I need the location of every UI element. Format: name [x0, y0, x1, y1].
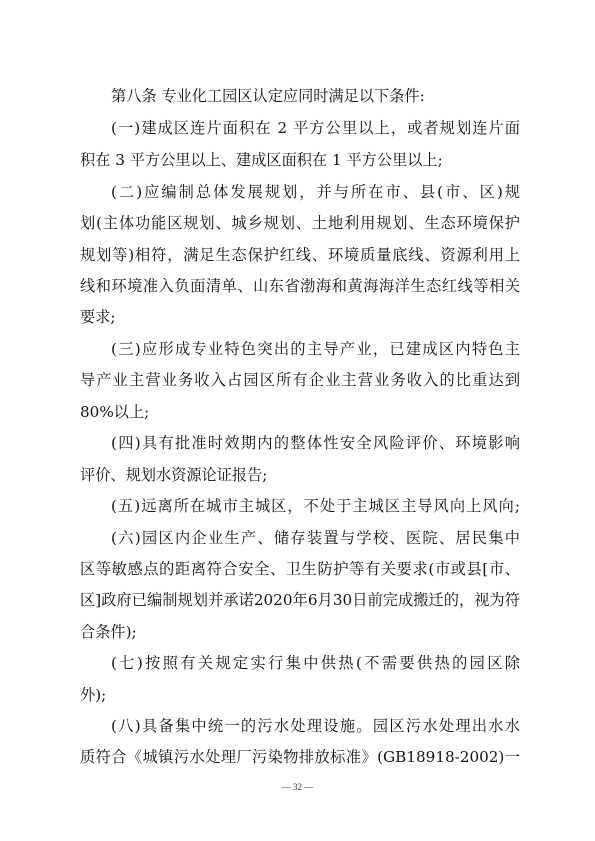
clause-4-line-2: 评价、规划水资源论证报告; [80, 466, 268, 484]
article-heading: 第八条 专业化工园区认定应同时满足以下条件: [111, 87, 425, 105]
clause-2-line-4: 线和环境准入负面清单、山东省渤海和黄海海洋生态红线等相关 [80, 277, 520, 295]
clause-1-line-2: 积在 3 平方公里以上、建成区面积在 1 平方公里以上; [80, 151, 443, 169]
clause-2-line-3: 规划等)相符，满足生态保护红线、环境质量底线、资源利用上 [80, 246, 520, 264]
clause-6-line-2: 区等敏感点的距离符合安全、卫生防护等有关要求(市或县[市、 [80, 560, 520, 578]
clause-3-line-2: 导产业主营业务收入占园区所有企业主营业务收入的比重达到 [80, 371, 520, 389]
clause-7-line-1: (七)按照有关规定实行集中供热(不需要供热的园区除 [111, 654, 520, 672]
page-number: — 32 — [281, 782, 314, 792]
clause-2-line-2: 划(主体功能区规划、城乡规划、土地利用规划、生态环境保护 [80, 214, 520, 232]
clause-2-line-1: (二)应编制总体发展规划，并与所在市、县(市、区)规 [111, 183, 520, 201]
clause-6-line-1: (六)园区内企业生产、储存装置与学校、医院、居民集中 [111, 529, 520, 547]
clause-8-line-2: 质符合《城镇污水处理厂污染物排放标准》(GB18918-2002)一 [80, 748, 520, 766]
clause-3-line-3: 80%以上; [80, 403, 150, 421]
clause-8-line-1: (八)具备集中统一的污水处理设施。园区污水处理出水水 [111, 717, 520, 735]
clause-4-line-1: (四)具有批准时效期内的整体性安全风险评价、环境影响 [111, 434, 520, 452]
clause-1-line-1: (一)建成区连片面积在 2 平方公里以上，或者规划连片面 [111, 119, 520, 137]
clause-2-line-5: 要求; [80, 308, 116, 326]
clause-6-line-3: 区]政府已编制规划并承诺2020年6月30日前完成搬迁的，视为符 [80, 591, 520, 609]
clause-6-line-4: 合条件); [80, 623, 137, 641]
clause-7-line-2: 外); [80, 686, 107, 704]
clause-5-line-1: (五)远离所在城市主城区，不处于主城区主导风向上风向; [111, 497, 520, 515]
clause-3-line-1: (三)应形成专业特色突出的主导产业，已建成区内特色主 [111, 340, 520, 358]
